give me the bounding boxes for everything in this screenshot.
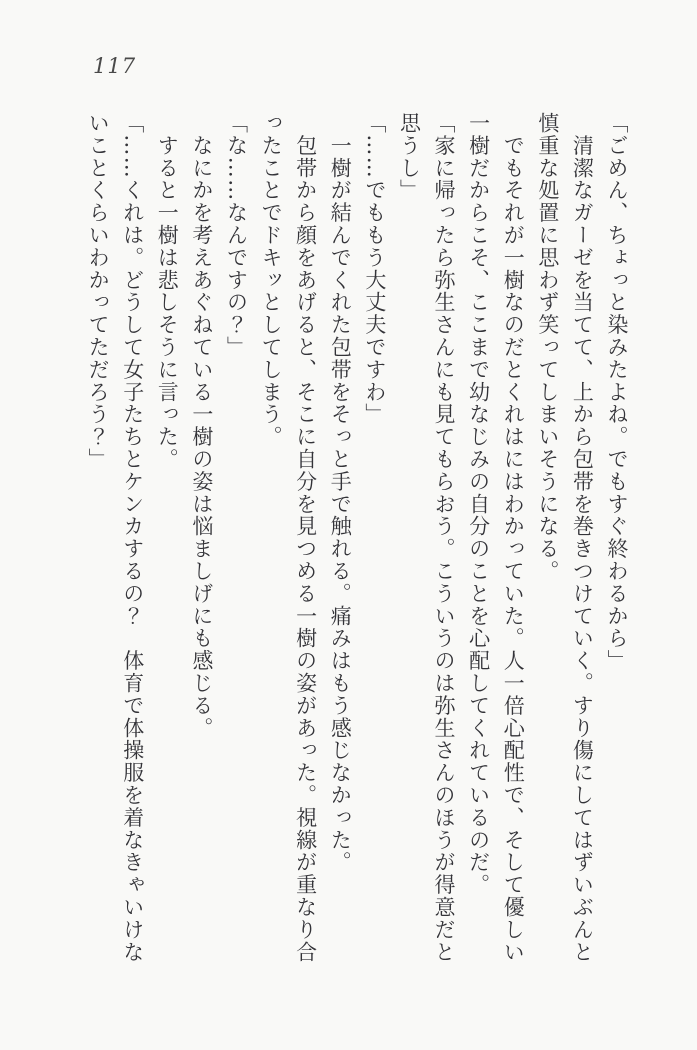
text-line: いことくらいわかってただろう？」 [86,112,111,471]
page-number: 117 [93,54,137,78]
text-line: 「……でももう大丈夫ですわ」 [362,112,387,426]
text-line: 清潔なガーゼを当てて、上から包帯を巻きつけていく。すり傷にしてはずいぶんと [570,112,595,964]
text-line: 「家に帰ったら弥生さんにも見てもらおう。こういうのは弥生さんのほうが得意だと [432,112,457,964]
text-line: 一樹が結んでくれた包帯をそっと手で触れる。痛みはもう感じなかった。 [328,112,353,874]
text-line: 一樹だからこそ、ここまで幼なじみの自分のことを心配してくれているのだ。 [466,112,491,896]
text-line: 「ごめん、ちょっと染みたよね。でもすぐ終わるから」 [605,112,629,672]
text-line: でもそれが一樹なのだとくれはにはわかっていた。人一倍心配性で、そして優しい [501,112,526,964]
text-line: ったことでドキッとしてしまう。 [259,112,284,448]
text-block [81,112,635,972]
text-line: 思うし」 [397,112,422,202]
text-line: 「……くれは。どうして女子たちとケンカするの？ 体育で体操服を着なきゃいけな [120,112,145,964]
text-line: すると一樹は悲しそうに言った。 [155,112,180,471]
text-line: 包帯から顔をあげると、そこに自分を見つめる一樹の姿があった。視線が重なり合 [293,112,318,964]
text-line: 「な……なんですの？」 [224,112,249,359]
text-line: 慎重な処置に思わず笑ってしまいそうになる。 [535,112,560,583]
text-line: なにかを考えあぐねている一樹の姿は悩ましげにも感じる。 [189,112,214,740]
